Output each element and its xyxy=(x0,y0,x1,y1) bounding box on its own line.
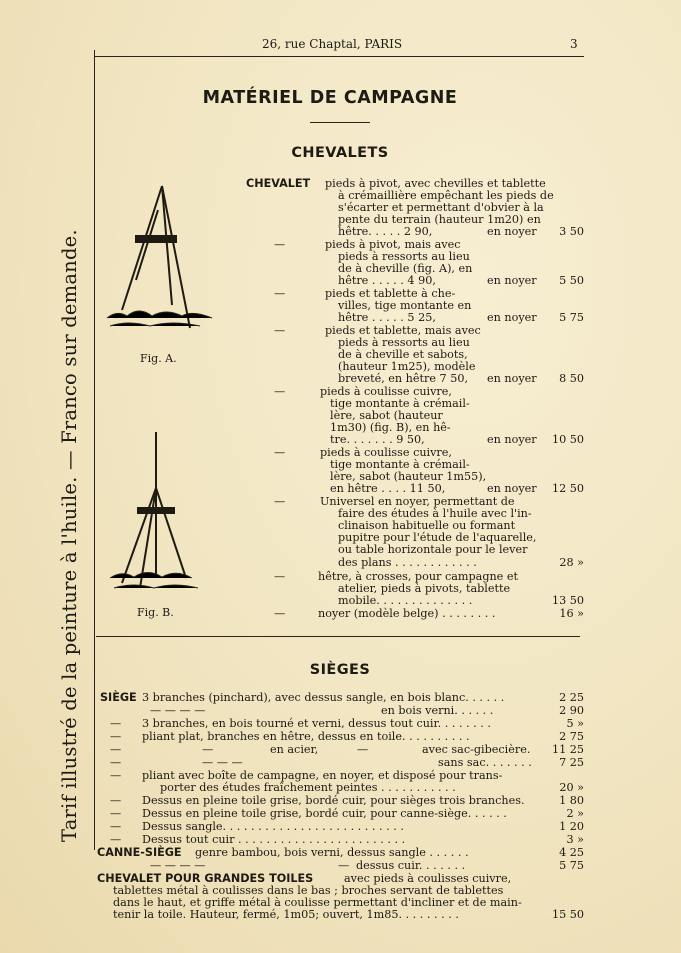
price: 5 75 xyxy=(559,311,584,324)
dash: — xyxy=(110,730,122,743)
price: 11 25 xyxy=(551,743,584,756)
chevalet-line: de à cheville et sabots, xyxy=(338,348,468,361)
siege-line: pliant avec boîte de campagne, en noyer, et disposé pour trans- xyxy=(142,769,503,782)
dash: — xyxy=(110,833,122,846)
siege-line: Dessus tout cuir . . . . . . . . . . . . . . . . . . . . . . . . xyxy=(142,833,406,846)
price: 2 75 xyxy=(559,730,584,743)
price: 7 25 xyxy=(559,756,584,769)
chevalet-line: tige montante à crémail- xyxy=(330,397,470,410)
siege-line: sans sac. . . . . . . xyxy=(438,756,532,769)
noyer-label: en noyer xyxy=(487,225,537,238)
chevalet-line: (hauteur 1m25), modèle xyxy=(338,360,476,373)
chevalet-line: villes, tige montante en xyxy=(338,299,472,312)
chevalet-line: 1m30) (fig. B), en hê- xyxy=(330,421,451,434)
siege-line: dessus cuir. . . . . . . xyxy=(356,859,466,872)
price: 5 50 xyxy=(559,274,584,287)
dash: — xyxy=(274,287,286,300)
chevalet-line: clinaison habituelle ou formant xyxy=(338,519,516,532)
chevalet-line: pieds et tablette à che- xyxy=(325,287,456,300)
chevalet-line: pieds à ressorts au lieu xyxy=(338,336,470,349)
noyer-label: en noyer xyxy=(487,372,537,385)
siege-line: en acier, xyxy=(270,743,319,756)
price: 4 25 xyxy=(559,846,584,859)
figure-caption-b: Fig. B. xyxy=(137,606,174,619)
margin-rule xyxy=(94,50,95,850)
price: 5 75 xyxy=(559,859,584,872)
chevalet-line: breveté, en hêtre 7 50, xyxy=(338,372,468,385)
noyer-label: en noyer xyxy=(487,311,537,324)
price: 12 50 xyxy=(551,482,584,495)
dash: — xyxy=(274,570,286,583)
noyer-label: en noyer xyxy=(487,274,537,287)
dash: — xyxy=(274,238,286,251)
side-title: Tarif illustré de la peinture à l'huile. — Franco sur demande. xyxy=(58,229,81,842)
noyer-label: en noyer xyxy=(487,433,537,446)
price: 1 20 xyxy=(559,820,584,833)
price: 16 » xyxy=(559,607,584,620)
title-underline xyxy=(310,122,370,123)
price: 8 50 xyxy=(559,372,584,385)
chevalet-line: faire des études à l'huile avec l'in- xyxy=(338,507,532,520)
dash: — xyxy=(357,743,369,756)
easel-illustration-b xyxy=(108,428,208,608)
siege-line: 3 branches, en bois tourné et verni, dessus tout cuir. . . . . . . . xyxy=(142,717,491,730)
chevalet-line: pieds à ressorts au lieu xyxy=(338,250,470,263)
siege-line: tenir la toile. Hauteur, fermé, 1m05; ouvert, 1m85. . . . . . . . . xyxy=(113,908,459,921)
ditto-dashes: — — — — xyxy=(150,704,206,717)
chevalet-line: hêtre . . . . . 4 90, xyxy=(338,274,436,287)
chevalet-line: pupitre pour l'étude de l'aquarelle, xyxy=(338,531,537,544)
chevalet-label: CHEVALET xyxy=(246,177,311,190)
header-rule xyxy=(94,56,584,57)
price: 3 50 xyxy=(559,225,584,238)
price: 2 90 xyxy=(559,704,584,717)
dash: — xyxy=(110,743,122,756)
grandes-toiles-label: CHEVALET POUR GRANDES TOILES xyxy=(97,872,314,885)
dash: — xyxy=(202,743,214,756)
price: 3 » xyxy=(566,833,584,846)
chevalet-line: ou table horizontale pour le lever xyxy=(338,543,528,556)
chevalet-line: hêtre . . . . . 5 25, xyxy=(338,311,436,324)
siege-line: avec sac-gibecière. xyxy=(422,743,531,756)
dash: — xyxy=(110,794,122,807)
siege-line: genre bambou, bois verni, dessus sangle . . . . . . xyxy=(195,846,469,859)
chevalet-line: pente du terrain (hauteur 1m20) en xyxy=(338,213,541,226)
siege-line: en bois verni. . . . . . xyxy=(381,704,494,717)
price: 10 50 xyxy=(551,433,584,446)
price: 15 50 xyxy=(551,908,584,921)
easel-illustration-a xyxy=(102,180,222,340)
siege-line: 3 branches (pinchard), avec dessus sangle, en bois blanc. . . . . . xyxy=(142,691,505,704)
section-heading-sieges: SIÈGES xyxy=(309,662,371,678)
dash: — xyxy=(274,385,286,398)
dash: — xyxy=(274,495,286,508)
page-number: 3 xyxy=(570,37,578,51)
chevalet-line: tre. . . . . . . 9 50, xyxy=(330,433,425,446)
dash: — xyxy=(274,324,286,337)
chevalet-line: pieds à pivot, avec chevilles et tablette xyxy=(325,177,546,190)
siege-line: Dessus en pleine toile grise, bordé cuir, pour sièges trois branches. xyxy=(142,794,525,807)
chevalet-line: noyer (modèle belge) . . . . . . . . xyxy=(318,607,496,620)
dash: — xyxy=(274,446,286,459)
siege-label: SIÈGE xyxy=(100,691,137,704)
siege-line: dans le haut, et griffe métal à coulisse permettant d'incliner et de main- xyxy=(113,896,522,909)
chevalet-line: atelier, pieds à pivots, tablette xyxy=(338,582,511,595)
chevalet-line: hêtre. . . . . 2 90, xyxy=(338,225,433,238)
dash: — xyxy=(274,607,286,620)
header-address: 26, rue Chaptal, PARIS xyxy=(262,37,403,51)
price: 2 25 xyxy=(559,691,584,704)
chevalet-line: pieds à coulisse cuivre, xyxy=(320,385,452,398)
dash: — xyxy=(110,756,122,769)
section-heading-chevalets: CHEVALETS xyxy=(291,145,389,161)
ditto-dashes: — — — — xyxy=(150,859,206,872)
chevalet-line: de à cheville (fig. A), en xyxy=(338,262,473,275)
price: 5 » xyxy=(566,717,584,730)
figure-caption-a: Fig. A. xyxy=(140,352,177,365)
price: 1 80 xyxy=(559,794,584,807)
chevalet-line: tige montante à crémail- xyxy=(330,458,470,471)
chevalet-line: lère, sabot (hauteur 1m55), xyxy=(330,470,487,483)
siege-line: tablettes métal à coulisses dans le bas ; broches servant de tablettes xyxy=(113,884,504,897)
chevalet-line: pieds et tablette, mais avec xyxy=(325,324,481,337)
price: 20 » xyxy=(559,781,584,794)
price: 28 » xyxy=(559,556,584,569)
price: 13 50 xyxy=(551,594,584,607)
chevalet-line: lère, sabot (hauteur xyxy=(330,409,443,422)
chevalet-line: pieds à coulisse cuivre, xyxy=(320,446,452,459)
siege-line: pliant plat, branches en hêtre, dessus en toile. . . . . . . . . . xyxy=(142,730,470,743)
noyer-label: en noyer xyxy=(487,482,537,495)
siege-line: avec pieds à coulisses cuivre, xyxy=(344,872,512,885)
page-title: MATÉRIEL DE CAMPAGNE xyxy=(202,88,458,108)
chevalet-line: s'écarter et permettant d'obvier à la xyxy=(338,201,544,214)
dash: — xyxy=(110,807,122,820)
chevalet-line: hêtre, à crosses, pour campagne et xyxy=(318,570,518,583)
chevalet-line: en hêtre . . . . 11 50, xyxy=(330,482,446,495)
siege-line: Dessus en pleine toile grise, bordé cuir, pour canne-siège. . . . . . xyxy=(142,807,507,820)
canne-siege-label: CANNE-SIÈGE xyxy=(97,846,182,859)
chevalet-line: des plans . . . . . . . . . . . . xyxy=(338,556,477,569)
dash: — xyxy=(338,859,350,872)
chevalet-line: à crémaillière empêchant les pieds de xyxy=(338,189,554,202)
dash: — xyxy=(110,769,122,782)
chevalet-line: pieds à pivot, mais avec xyxy=(325,238,461,251)
dash: — xyxy=(110,820,122,833)
section-divider xyxy=(96,636,580,637)
price: 2 » xyxy=(566,807,584,820)
ditto-dashes: — — — xyxy=(202,756,243,769)
siege-line: Dessus sangle. . . . . . . . . . . . . . . . . . . . . . . . . . xyxy=(142,820,404,833)
dash: — xyxy=(110,717,122,730)
chevalet-line: Universel en noyer, permettant de xyxy=(320,495,515,508)
chevalet-line: mobile. . . . . . . . . . . . . . xyxy=(338,594,473,607)
siege-line: porter des études fraîchement peintes . . . . . . . . . . . xyxy=(160,781,456,794)
